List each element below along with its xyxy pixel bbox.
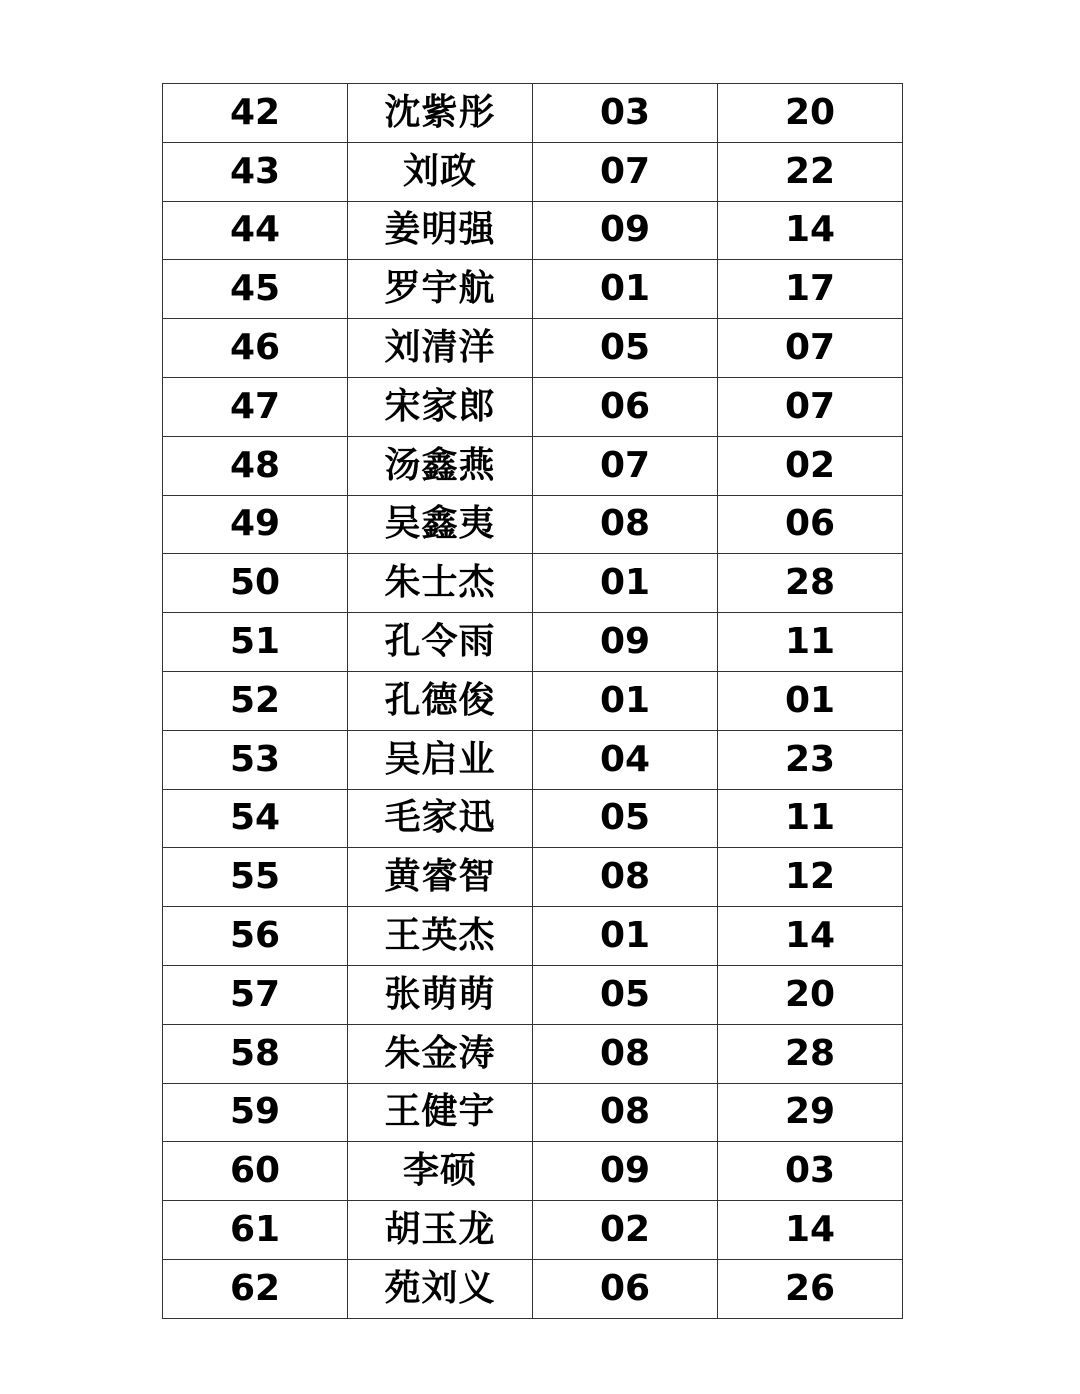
row-number-cell: 55 [163, 848, 348, 907]
name-cell: 孔德俊 [348, 671, 533, 730]
value-b-cell: 11 [718, 613, 903, 672]
name-cell: 刘清洋 [348, 319, 533, 378]
value-a-cell: 05 [533, 965, 718, 1024]
value-b-cell: 07 [718, 377, 903, 436]
value-a-cell: 07 [533, 142, 718, 201]
row-number-cell: 62 [163, 1259, 348, 1318]
value-b-cell: 03 [718, 1142, 903, 1201]
value-b-cell: 28 [718, 554, 903, 613]
name-cell: 刘政 [348, 142, 533, 201]
row-number-cell: 58 [163, 1024, 348, 1083]
table-row [163, 1201, 903, 1260]
row-number-cell: 52 [163, 671, 348, 730]
value-a-cell: 08 [533, 848, 718, 907]
value-a-cell: 05 [533, 319, 718, 378]
name-cell: 宋家郎 [348, 377, 533, 436]
row-number-cell: 45 [163, 260, 348, 319]
name-cell: 姜明强 [348, 201, 533, 260]
table-row [163, 1142, 903, 1201]
name-cell: 黄睿智 [348, 848, 533, 907]
table-row [163, 319, 903, 378]
row-number-cell: 44 [163, 201, 348, 260]
table-row [163, 142, 903, 201]
value-b-cell: 17 [718, 260, 903, 319]
value-b-cell: 20 [718, 84, 903, 143]
value-a-cell: 04 [533, 730, 718, 789]
value-b-cell: 23 [718, 730, 903, 789]
table-row [163, 730, 903, 789]
table-row [163, 671, 903, 730]
value-a-cell: 09 [533, 613, 718, 672]
row-number-cell: 46 [163, 319, 348, 378]
name-cell: 苑刘义 [348, 1259, 533, 1318]
value-b-cell: 12 [718, 848, 903, 907]
value-a-cell: 01 [533, 260, 718, 319]
table-row [163, 1083, 903, 1142]
value-a-cell: 01 [533, 554, 718, 613]
name-cell: 吴启业 [348, 730, 533, 789]
value-a-cell: 06 [533, 1259, 718, 1318]
row-number-cell: 51 [163, 613, 348, 672]
table-row [163, 907, 903, 966]
table-row [163, 260, 903, 319]
name-cell: 朱金涛 [348, 1024, 533, 1083]
name-cell: 张萌萌 [348, 965, 533, 1024]
table-row [163, 613, 903, 672]
value-a-cell: 01 [533, 671, 718, 730]
table-row [163, 201, 903, 260]
value-a-cell: 08 [533, 495, 718, 554]
name-cell: 汤鑫燕 [348, 436, 533, 495]
row-number-cell: 50 [163, 554, 348, 613]
value-a-cell: 02 [533, 1201, 718, 1260]
row-number-cell: 42 [163, 84, 348, 143]
value-a-cell: 06 [533, 377, 718, 436]
row-number-cell: 61 [163, 1201, 348, 1260]
table-row [163, 789, 903, 848]
table-row [163, 495, 903, 554]
value-b-cell: 01 [718, 671, 903, 730]
value-b-cell: 20 [718, 965, 903, 1024]
table-row [163, 554, 903, 613]
value-b-cell: 06 [718, 495, 903, 554]
row-number-cell: 43 [163, 142, 348, 201]
row-number-cell: 54 [163, 789, 348, 848]
row-number-cell: 60 [163, 1142, 348, 1201]
name-cell: 王健宇 [348, 1083, 533, 1142]
row-number-cell: 56 [163, 907, 348, 966]
name-cell: 毛家迅 [348, 789, 533, 848]
value-b-cell: 29 [718, 1083, 903, 1142]
table-row [163, 848, 903, 907]
table-row [163, 1259, 903, 1318]
table-row [163, 1024, 903, 1083]
row-number-cell: 57 [163, 965, 348, 1024]
name-cell: 沈紫彤 [348, 84, 533, 143]
name-cell: 罗宇航 [348, 260, 533, 319]
name-cell: 孔令雨 [348, 613, 533, 672]
row-number-cell: 49 [163, 495, 348, 554]
value-a-cell: 03 [533, 84, 718, 143]
row-number-cell: 53 [163, 730, 348, 789]
value-b-cell: 26 [718, 1259, 903, 1318]
value-b-cell: 11 [718, 789, 903, 848]
value-a-cell: 07 [533, 436, 718, 495]
roster-body [163, 84, 903, 1319]
value-a-cell: 05 [533, 789, 718, 848]
value-b-cell: 14 [718, 201, 903, 260]
value-a-cell: 09 [533, 201, 718, 260]
name-cell: 王英杰 [348, 907, 533, 966]
value-a-cell: 08 [533, 1024, 718, 1083]
table-row [163, 84, 903, 143]
table-row [163, 436, 903, 495]
row-number-cell: 59 [163, 1083, 348, 1142]
value-b-cell: 28 [718, 1024, 903, 1083]
value-b-cell: 02 [718, 436, 903, 495]
value-b-cell: 14 [718, 1201, 903, 1260]
name-cell: 李硕 [348, 1142, 533, 1201]
row-number-cell: 48 [163, 436, 348, 495]
table-row [163, 965, 903, 1024]
roster-table [162, 83, 903, 1319]
value-a-cell: 08 [533, 1083, 718, 1142]
value-a-cell: 01 [533, 907, 718, 966]
value-b-cell: 07 [718, 319, 903, 378]
row-number-cell: 47 [163, 377, 348, 436]
table-row [163, 377, 903, 436]
value-b-cell: 14 [718, 907, 903, 966]
name-cell: 吴鑫夷 [348, 495, 533, 554]
value-b-cell: 22 [718, 142, 903, 201]
name-cell: 朱士杰 [348, 554, 533, 613]
value-a-cell: 09 [533, 1142, 718, 1201]
name-cell: 胡玉龙 [348, 1201, 533, 1260]
